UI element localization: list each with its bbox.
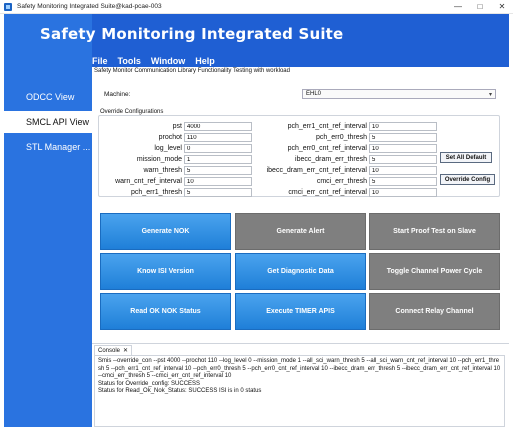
field-ibecc-dram-err-thresh-input-wrap — [369, 155, 439, 164]
machine-select-value: EHL0 — [306, 91, 322, 97]
pch-err1-cnt-ref-interval-input[interactable] — [369, 122, 437, 131]
tab-console[interactable] — [94, 345, 132, 355]
app-title: Safety Monitoring Integrated Suite — [40, 25, 344, 43]
console-tab-label: Console — [98, 347, 121, 354]
read-ok-nok-status-button[interactable]: Read OK NOK Status — [100, 293, 231, 330]
sidebar-item-label: SMCL API View — [26, 117, 90, 127]
sidebar-item-label: STL Manager ... — [26, 142, 91, 152]
field-pch-err1-cnt-ref-interval-input-wrap — [369, 122, 439, 131]
field-pst — [92, 122, 182, 131]
field-pch-err0-cnt-ref-interval-input-wrap — [369, 144, 439, 153]
field-label: mission_mode — [136, 156, 182, 163]
field-label: ibecc_dram_err_thresh — [295, 156, 367, 163]
console-line: Status for Override_config: SUCCESS — [98, 380, 201, 387]
field-prochot — [92, 133, 182, 142]
field-log-level-input-wrap — [184, 144, 254, 153]
sidebar — [4, 14, 92, 427]
field-label: warn_thresh — [143, 167, 182, 174]
ibecc-dram-err-cnt-ref-interval-input[interactable] — [369, 166, 437, 175]
field-pst-input-wrap — [184, 122, 254, 131]
ibecc-dram-err-thresh-input[interactable] — [369, 155, 437, 164]
sidebar-item-smcl-api-view[interactable] — [4, 111, 92, 133]
field-label: prochot — [158, 134, 182, 141]
field-label: warn_cnt_ref_interval — [115, 178, 182, 185]
field-label: pch_err0_thresh — [316, 134, 367, 141]
field-cmci-err-cnt-ref-interval — [252, 188, 367, 197]
field-pch-err0-cnt-ref-interval — [252, 144, 367, 153]
override-config-button[interactable]: Override Config — [440, 174, 495, 185]
know-isi-version-button[interactable]: Know ISI Version — [100, 253, 231, 290]
field-warn-cnt-ref-interval-input-wrap — [184, 177, 254, 186]
field-pch-err1-cnt-ref-interval — [252, 122, 367, 131]
window-title: Safety Monitoring Integrated Suite@kad-pcae-003 — [17, 3, 162, 10]
field-warn-cnt-ref-interval — [92, 177, 182, 186]
console-output[interactable] — [94, 355, 505, 427]
field-ibecc-dram-err-thresh — [252, 155, 367, 164]
field-ibecc-dram-err-cnt-ref-interval-input-wrap — [369, 166, 439, 175]
field-label: pch_err1_cnt_ref_interval — [287, 123, 367, 130]
field-label: ibecc_dram_err_cnt_ref_interval — [266, 167, 367, 174]
field-label: pst — [172, 123, 182, 130]
machine-select[interactable] — [302, 89, 496, 99]
field-cmci-err-thresh-input-wrap — [369, 177, 439, 186]
field-label: pch_err1_thresh — [131, 189, 182, 196]
field-label: pch_err0_cnt_ref_interval — [287, 145, 367, 152]
cmci-err-cnt-ref-interval-input[interactable] — [369, 188, 437, 197]
console-line: Status for Read_Ok_Nok_Status: SUCCESS ISI is in 0 status — [98, 388, 262, 394]
field-mission-mode-input-wrap — [184, 155, 254, 164]
menu-tools[interactable]: Tools — [117, 56, 141, 66]
field-mission-mode — [92, 155, 182, 164]
maximize-button[interactable]: □ — [477, 2, 483, 11]
field-pch-err0-thresh — [252, 133, 367, 142]
window-titlebar — [0, 0, 513, 14]
field-prochot-input-wrap — [184, 133, 254, 142]
menu-window[interactable]: Window — [150, 56, 186, 66]
sidebar-nav — [4, 86, 92, 161]
start-proof-test-button[interactable]: Start Proof Test on Slave — [369, 213, 500, 250]
generate-alert-button[interactable]: Generate Alert — [235, 213, 366, 250]
get-diagnostic-data-button[interactable]: Get Diagnostic Data — [235, 253, 366, 290]
toggle-channel-power-cycle-button[interactable]: Toggle Channel Power Cycle — [369, 253, 500, 290]
log-level-input[interactable] — [184, 144, 252, 153]
field-warn-thresh — [92, 166, 182, 175]
warn-cnt-ref-interval-input[interactable] — [184, 177, 252, 186]
app-header — [4, 14, 504, 54]
pst-input[interactable] — [184, 122, 252, 131]
close-button[interactable]: ✕ — [498, 2, 506, 11]
app-icon — [4, 3, 12, 11]
pch-err0-cnt-ref-interval-input[interactable] — [369, 144, 437, 153]
field-ibecc-dram-err-cnt-ref-interval — [242, 166, 367, 175]
chevron-down-icon: ▾ — [488, 92, 492, 98]
prochot-input[interactable] — [184, 133, 252, 142]
cmci-err-thresh-input[interactable] — [369, 177, 437, 186]
field-pch-err1-thresh — [92, 188, 182, 197]
generate-nok-button[interactable]: Generate NOK — [100, 213, 231, 250]
sidebar-item-stl-manager[interactable] — [4, 136, 92, 158]
field-label: cmci_err_cnt_ref_interval — [288, 189, 367, 196]
smcl-api-panel — [92, 67, 509, 343]
panel-title: Safety Monitor Communication Library Functionality Testing with workload — [94, 68, 290, 74]
menu-bar — [92, 55, 215, 67]
execute-timer-apis-button[interactable]: Execute TIMER APIS — [235, 293, 366, 330]
field-pch-err0-thresh-input-wrap — [369, 133, 439, 142]
mission-mode-input[interactable] — [184, 155, 252, 164]
sidebar-item-odcc-view[interactable] — [4, 86, 92, 108]
console-panel — [92, 343, 509, 427]
field-log-level — [92, 144, 182, 153]
menu-help[interactable]: Help — [195, 56, 215, 66]
field-pch-err1-thresh-input-wrap — [184, 188, 254, 197]
menu-file[interactable]: File — [92, 56, 108, 66]
field-cmci-err-thresh — [252, 177, 367, 186]
close-icon[interactable]: ✕ — [123, 348, 129, 354]
sidebar-item-label: ODCC View — [26, 92, 75, 102]
connect-relay-channel-button[interactable]: Connect Relay Channel — [369, 293, 500, 330]
set-all-default-button[interactable]: Set All Default — [440, 152, 492, 163]
console-line: Smis --override_con --pst 4000 --prochot 110 --log_level 0 --mission_mode 1 --all_sci_warn_thresh 5 --all_sci_warn_cnt_ref_interval 10 --pch_err1_thresh 5 --pch_err1_cnt_ref_interval 10 --pch_err0_thresh 5 --pch_err0_cnt_ref_interval 10 --ibecc_dram_err_thresh 5 --ibecc_dram_err_cnt_ref_interval 10 --cmci_err_thresh 5 --cmci_err_cnt_ref_interval 10 — [98, 358, 501, 379]
field-label: cmci_err_thresh — [316, 178, 367, 185]
minimize-button[interactable]: — — [454, 2, 462, 11]
pch-err0-thresh-input[interactable] — [369, 133, 437, 142]
field-label: log_level — [154, 145, 182, 152]
machine-label: Machine: — [104, 91, 131, 98]
pch-err1-thresh-input[interactable] — [184, 188, 252, 197]
field-cmci-err-cnt-ref-interval-input-wrap — [369, 188, 439, 197]
override-config-label: Override Configurations — [100, 109, 164, 115]
